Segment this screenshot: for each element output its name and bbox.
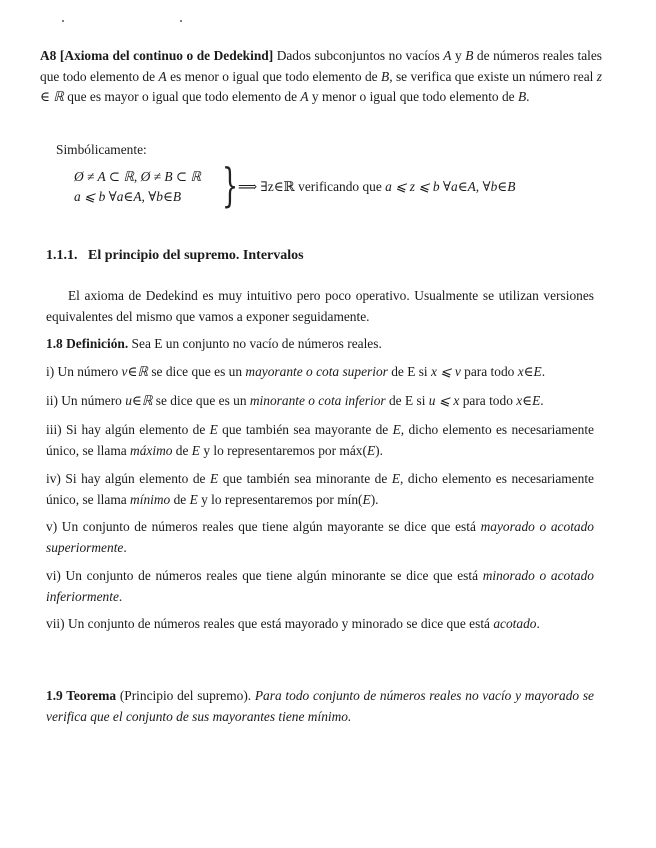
formula-condition: a ⩽ z ⩽ b ∀a∈A, ∀b∈B	[385, 179, 516, 194]
theorem-name: (Principio del supremo).	[116, 688, 252, 703]
definition-item-vi: vi) Un conjunto de números reales que tiene algún minorante se dice que está minorado o acotado inferiormente.	[46, 568, 595, 604]
axiom-label: A8 [Axioma del continuo o de Dedekind]	[40, 48, 274, 63]
definition-item-i: i) Un número v∈ℝ se dice que es un mayorante o cota superior de E si x ⩽ v para todo x∈E.	[46, 364, 546, 379]
formula-line-1: Ø ≠ A ⊂ ℝ, Ø ≠ B ⊂ ℝ	[74, 169, 202, 184]
symbolic-formula	[74, 158, 594, 212]
formula-conclusion: ⟹ ∃z∈ℝ verificando que a ⩽ z ⩽ b ∀a∈A, ∀b∈B	[238, 179, 516, 194]
right-brace: }	[222, 158, 239, 212]
definition-heading: 1.8 Definición. Sea E un conjunto no vacío de números reales.	[46, 336, 382, 351]
section-heading	[46, 246, 608, 267]
theorem-paragraph	[46, 686, 594, 727]
theorem-statement: Para todo conjunto de números reales no vacío y mayorado se verifica que el conjunto de sus mayorantes tiene mínimo.	[46, 688, 594, 724]
definition-item-vii: vii) Un conjunto de números reales que está mayorado y minorado se dice que está acotado.	[46, 616, 540, 631]
definition-item-v: v) Un conjunto de números reales que tiene algún mayorante se dice que está mayorado o acotado superiormente.	[46, 519, 594, 555]
section-number: 1.1.1.	[46, 248, 78, 263]
definition-item-iii: iii) Si hay algún elemento de E que también sea mayorante de E, dicho elemento es necesariamente único, se llama máximo de E y lo representaremos por máx(E).	[46, 422, 594, 458]
axiom-paragraph: A8 [Axioma del continuo o de Dedekind] Dados subconjuntos no vacíos A y B de números reales tales que todo elemento de A es menor o igual que todo elemento de B, se verifica que existe un número real z ∈ ℝ que es mayor o igual que todo elemento de A y menor o igual que todo elemento de B.	[40, 48, 603, 104]
intro-paragraph: El axioma de Dedekind es muy intuitivo pero poco operativo. Usualmente se utilizan versiones equivalentes del mismo que vamos a exponer seguidamente.	[46, 288, 594, 324]
definition-item-ii: ii) Un número u∈ℝ se dice que es un minorante o cota inferior de E si u ⩽ x para todo x∈E.	[46, 393, 544, 408]
symbolic-label: Simbólicamente:	[56, 142, 147, 157]
formula-line-2: a ⩽ b ∀a∈A, ∀b∈B	[74, 189, 182, 204]
implies-exists: ⟹ ∃z∈ℝ	[238, 179, 295, 194]
theorem-label: 1.9 Teorema	[46, 688, 117, 703]
header-mark	[180, 20, 182, 22]
definition-item-iv: iv) Si hay algún elemento de E que también sea minorante de E, dicho elemento es necesariamente único, se llama mínimo de E y lo representaremos por mín(E).	[46, 471, 594, 507]
definition-label: 1.8 Definición.	[46, 336, 129, 351]
header-mark	[62, 20, 64, 22]
section-title: El principio del supremo. Intervalos	[88, 248, 304, 263]
formula-hypotheses	[74, 167, 201, 207]
